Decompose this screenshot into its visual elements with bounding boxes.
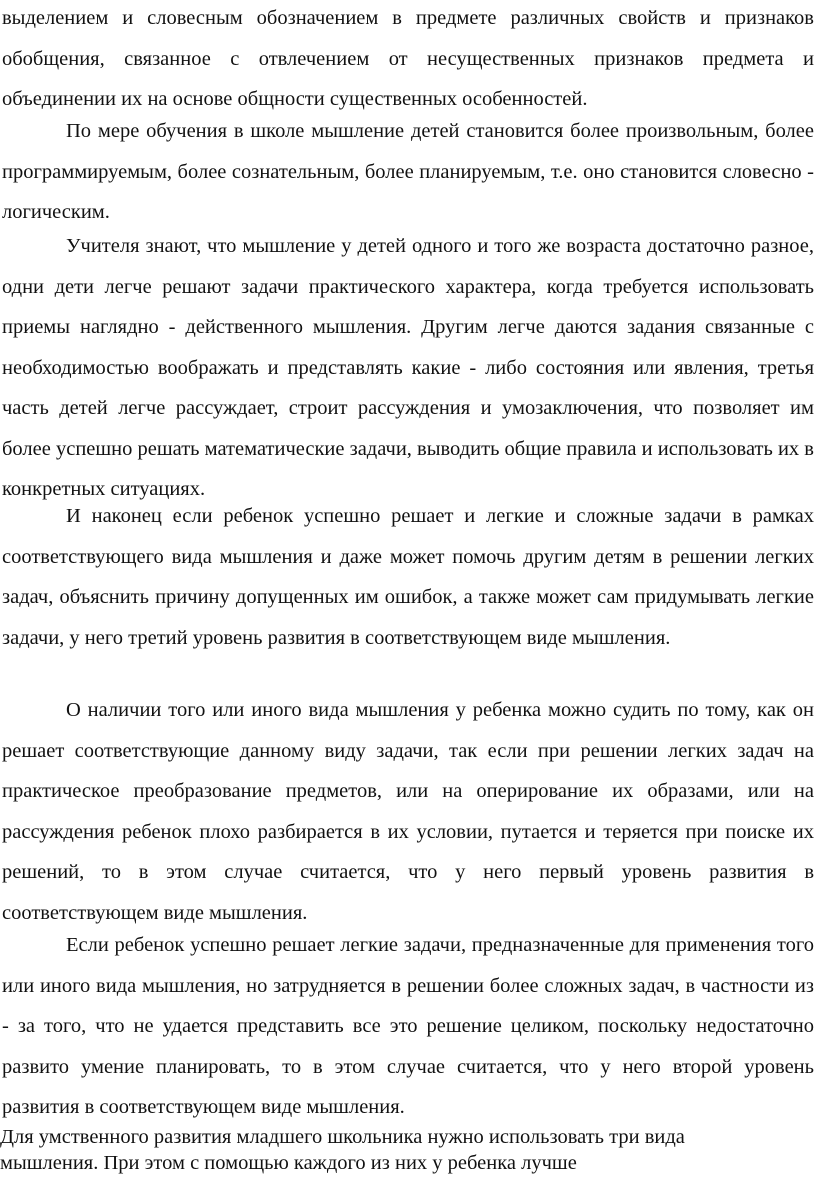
paragraph-2: По мере обучения в школе мышление детей становится более произвольным, более программируемым, более сознательным, более планируемым, т.е. оно становится словесно - логическим. (2, 120, 814, 223)
closing-line-2: мышления. При этом с помощью каждого из них у ребенка лучше (0, 1152, 577, 1174)
paragraph-4: И наконец если ребенок успешно решает и легкие и сложные задачи в рамках соответствующего вида мышления и даже может помочь другим детям в решении легких задач, объяснить причину допущенных им ошибок, а также может сам придумывать легкие задачи, у него третий уровень развития в соответствующем виде мышления. (2, 505, 814, 649)
paragraph-3: Учителя знают, что мышление у детей одного и того же возраста достаточно разное, одни дети легче решают задачи практического характера, когда требуется использовать приемы наглядно - действенного мышления. Другим легче даются задания связанные с необходимостью воображать и представлять какие - либо состояния или явления, третья часть детей легче рассуждает, строит рассуждения и умозаключения, что позволяет им более успешно решать математические задачи, выводить общие правила и использовать их в конкретных ситуациях. (2, 235, 814, 500)
paragraph-5: О наличии того или иного вида мышления у ребенка можно судить по тому, как он решает соответствующие данному виду задачи, так если при решении легких задач на практическое преобразование предметов, или на оперирование их образами, или на рассуждения ребенок плохо разбирается в их условии, путается и теряется при поиске их решений, то в этом случае считается, что у него первый уровень развития в соответствующем виде мышления. (2, 699, 814, 924)
closing-line-1: Для умственного развития младшего школьника нужно использовать три вида (0, 1126, 685, 1148)
paragraph-6: Если ребенок успешно решает легкие задачи, предназначенные для применения того или иного вида мышления, но затрудняется в решении более сложных задач, в частности из - за того, что не удается представить все это решение целиком, поскольку недостаточно развито умение планировать, то в этом случае считается, что у него второй уровень развития в соответствующем виде мышления. (2, 934, 814, 1118)
paragraph-1: выделением и словесным обозначением в предмете различных свойств и признаков обобщения, связанное с отвлечением от несущественных признаков предмета и объединении их на основе общности существенных особенностей. (2, 7, 814, 110)
